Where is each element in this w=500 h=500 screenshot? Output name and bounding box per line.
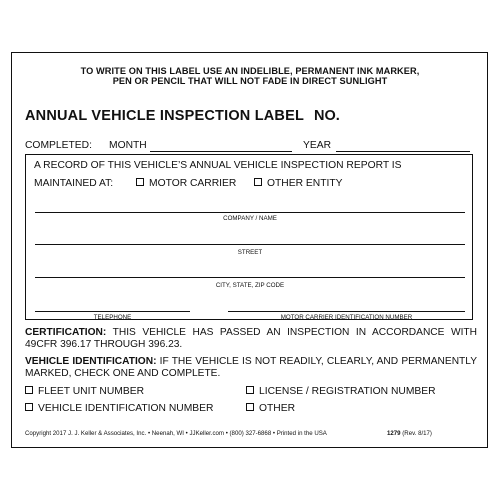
vehicle-identification-label: VEHICLE IDENTIFICATION: [25, 356, 157, 367]
vin-label: VEHICLE IDENTIFICATION NUMBER [38, 403, 214, 414]
other-entity-checkbox[interactable] [254, 178, 262, 186]
month-label: MONTH [109, 140, 147, 151]
month-field[interactable] [150, 151, 292, 152]
label-title: ANNUAL VEHICLE INSPECTION LABEL [25, 108, 305, 124]
certification-paragraph [25, 327, 477, 350]
company-name-field[interactable] [35, 212, 465, 213]
license-registration-label: LICENSE / REGISTRATION NUMBER [259, 386, 436, 397]
vehicle-identification-text: IF THE VEHICLE IS NOT READILY, CLEARLY, AND PERMANENTLY MARKED, CHECK ONE AND COMPLETE. [25, 356, 477, 379]
fleet-unit-checkbox[interactable] [25, 386, 33, 394]
motor-carrier-id-caption: MOTOR CARRIER IDENTIFICATION NUMBER [280, 314, 413, 321]
form-number-block [387, 430, 432, 437]
motor-carrier-checkbox[interactable] [136, 178, 144, 186]
motor-carrier-option[interactable] [136, 178, 236, 189]
completed-label: COMPLETED: [25, 140, 92, 151]
other-entity-label: OTHER ENTITY [267, 178, 343, 189]
other-entity-option[interactable] [254, 178, 343, 189]
form-revision: (Rev. 8/17) [402, 430, 432, 437]
license-registration-option[interactable] [246, 386, 436, 397]
certification-text: THIS VEHICLE HAS PASSED AN INSPECTION IN ACCORDANCE WITH 49CFR 396.17 THROUGH 396.23. [25, 327, 477, 350]
certification-label: CERTIFICATION: [25, 327, 107, 338]
street-field[interactable] [35, 244, 465, 245]
city-state-zip-caption: CITY, STATE, ZIP CODE [215, 282, 285, 289]
fleet-unit-option[interactable] [25, 386, 144, 397]
notice-line-2: PEN OR PENCIL THAT WILL NOT FADE IN DIRECT SUNLIGHT [112, 76, 388, 86]
year-field[interactable] [336, 151, 470, 152]
company-name-caption: COMPANY / NAME [223, 215, 277, 222]
telephone-field[interactable] [35, 311, 190, 312]
other-label: OTHER [259, 403, 296, 414]
vehicle-identification-paragraph [25, 356, 477, 379]
vin-option[interactable] [25, 403, 213, 414]
year-label: YEAR [303, 140, 332, 151]
street-caption: STREET [237, 249, 263, 256]
other-option[interactable] [246, 403, 295, 414]
fleet-unit-label: FLEET UNIT NUMBER [38, 386, 145, 397]
telephone-caption: TELEPHONE [93, 314, 132, 321]
label-number-label: NO. [314, 108, 340, 124]
notice-line-1: TO WRITE ON THIS LABEL USE AN INDELIBLE, PERMANENT INK MARKER, [80, 66, 420, 76]
copyright-text: Copyright 2017 J. J. Keller & Associates, Inc. • Neenah, WI • JJKeller.com • (800) 327-6868 • Printed in the USA [25, 430, 327, 437]
motor-carrier-id-field[interactable] [228, 311, 465, 312]
license-registration-checkbox[interactable] [246, 386, 254, 394]
city-state-zip-field[interactable] [35, 277, 465, 278]
other-checkbox[interactable] [246, 403, 254, 411]
maintained-at-label: MAINTAINED AT: [34, 178, 114, 189]
form-number: 1279 [387, 430, 401, 437]
record-line: A RECORD OF THIS VEHICLE’S ANNUAL VEHICLE INSPECTION REPORT IS [34, 160, 402, 171]
vin-checkbox[interactable] [25, 403, 33, 411]
motor-carrier-label: MOTOR CARRIER [149, 178, 237, 189]
